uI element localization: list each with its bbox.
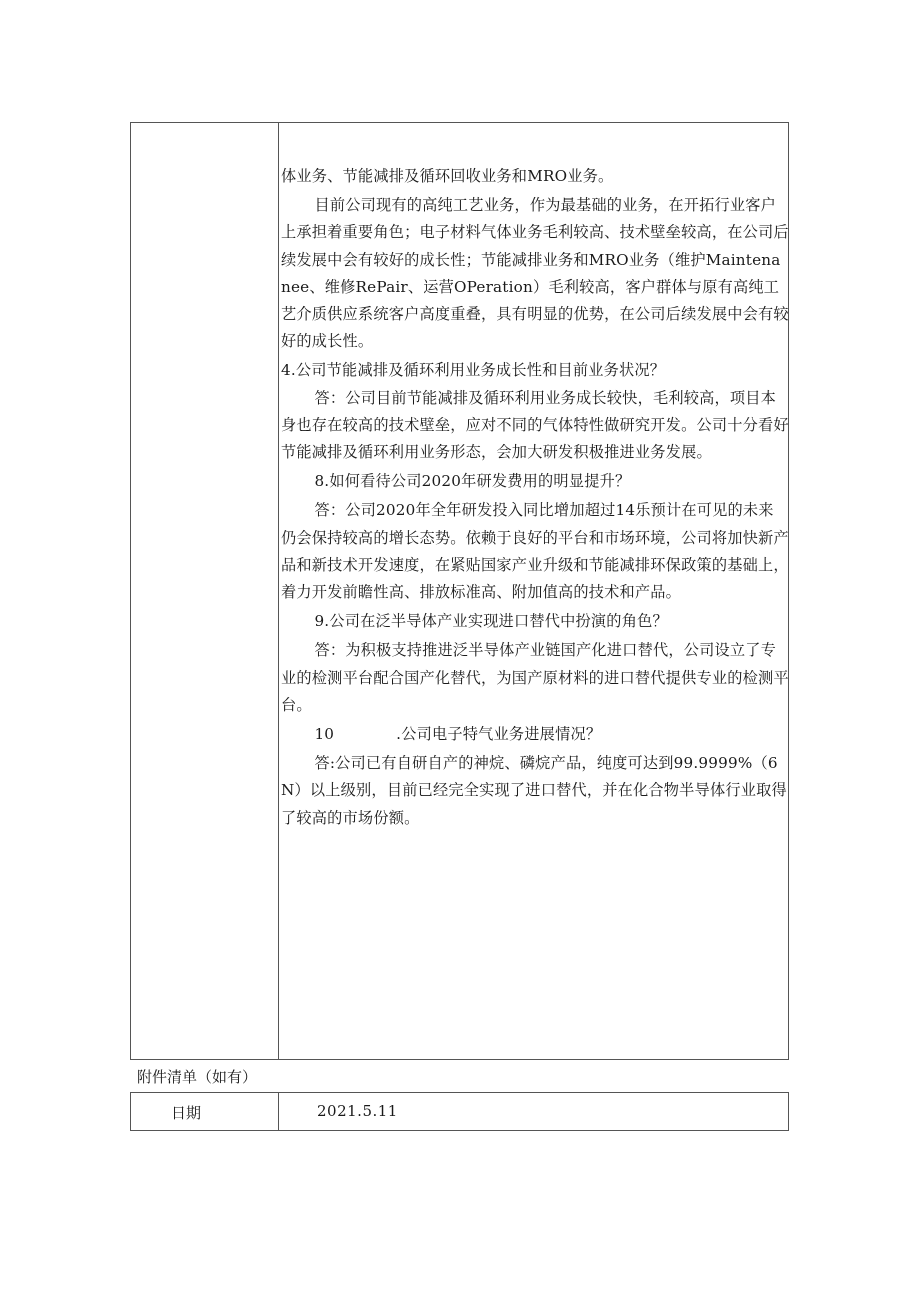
question-4: 4.公司节能减排及循环利用业务成长性和目前业务状况？: [281, 361, 666, 380]
paragraph-business-list: 体业务、节能减排及循环回收业务和MRO业务。: [281, 167, 614, 185]
question-10: [281, 721, 789, 748]
question-9: 9.公司在泛半导体产业实现进口替代中扮演的角色？: [314, 612, 668, 631]
attachments-label: 附件清单（如有）: [137, 1068, 258, 1086]
content-cell: [281, 163, 789, 832]
answer-10: 答:公司已有自研自产的神烷、磷烷产品，纯度可达到99.9999%（6N）以上级别，目前已经完全实现了进口替代，并在化合物半导体行业取得了较高的市场份额。: [281, 754, 787, 827]
question-10-number: 10: [314, 725, 335, 744]
date-value: 2021.5.11: [317, 1102, 398, 1120]
answer-4: 答：公司目前节能减排及循环利用业务成长较快，毛利较高，项目本身也存在较高的技术壁垒，应对不同的气体特性做研究开发。公司十分看好节能减排及循环利用业务形态，会加大研发积极推进业务发展。: [281, 388, 789, 462]
date-label: 日期: [171, 1104, 202, 1122]
date-table: [130, 1092, 789, 1131]
question-8: 8.如何看待公司2020年研发费用的明显提升？: [314, 472, 631, 491]
question-10-text: .公司电子特气业务进展情况？: [396, 725, 602, 744]
paragraph-business-overview: 目前公司现有的高纯工艺业务，作为最基础的业务，在开拓行业客户上承担着重要角色；电子材料气体业务毛利较高、技术壁垒较高，在公司后续发展中会有较好的成长性；节能减排业务和MRO业务（维护Maintenanee、维修RePair、运营OPeration）毛利较高，客户群体与原有高纯工艺介质供应系统客户高度重叠，具有明显的优势，在公司后续发展中会有较好的成长性。: [281, 196, 789, 351]
answer-9: 答：为积极支持推进泛半导体产业链国产化进口替代，公司设立了专业的检测平台配合国产化替代，为国产原材料的进口替代提供专业的检测平台。: [281, 641, 789, 714]
answer-8: 答：公司2020年全年研发投入同比增加超过14乐预计在可见的未来仍会保持较高的增长态势。依赖于良好的平台和市场环境，公司将加快新产品和新技术开发速度，在紧贴国家产业升级和节能减排环保政策的基础上，着力开发前瞻性高、排放标准高、附加值高的技术和产品。: [281, 501, 789, 602]
column-divider: [278, 123, 279, 1059]
main-table: [130, 122, 789, 1060]
date-divider: [278, 1093, 279, 1130]
